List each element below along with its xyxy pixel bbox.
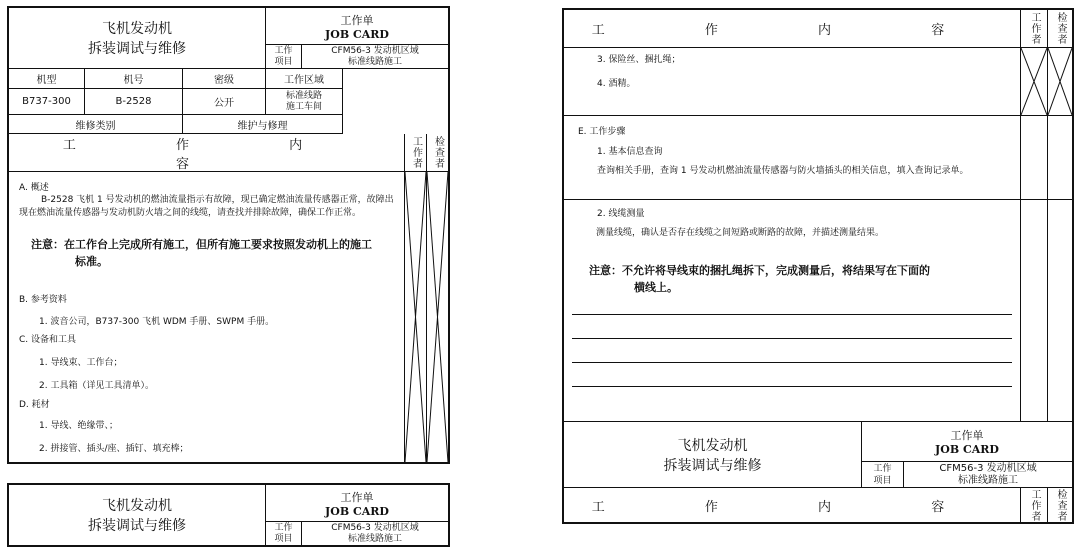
right-work-item-label-line1: 工作 bbox=[873, 463, 892, 474]
right-inspector-sig-3 bbox=[1048, 200, 1072, 422]
left-job-card-2-header bbox=[7, 483, 450, 547]
right-item3: 3. 保险丝、捆扎绳； bbox=[597, 55, 681, 65]
job-card-en: JOB CARD bbox=[325, 27, 389, 41]
right-worker-sig-3 bbox=[1021, 200, 1048, 422]
header2-job-card-en: JOB CARD bbox=[325, 504, 389, 518]
header2-title-line1: 飞机发动机 bbox=[102, 498, 172, 514]
right-job-card-label bbox=[862, 422, 1072, 462]
answer-line-1 bbox=[572, 314, 1012, 315]
right-work-item-value bbox=[904, 462, 1072, 488]
header2-title-block bbox=[9, 485, 266, 545]
content-body bbox=[9, 172, 405, 462]
header2-title-line2: 拆装调试与维修 bbox=[88, 518, 186, 534]
right-note-line2: 横线上。 bbox=[634, 281, 678, 294]
right-work-item-label-line2: 项目 bbox=[873, 475, 892, 486]
header2-work-item-label-line2: 项目 bbox=[274, 533, 293, 544]
right-item4: 4. 酒精。 bbox=[597, 79, 636, 89]
worker-signature-column bbox=[405, 172, 427, 462]
left-note-line1: 注意：在工作台上完成所有施工，但所有施工要求按照发动机上的施工 bbox=[31, 238, 372, 251]
header2-work-item-label bbox=[266, 522, 302, 545]
work-item-label-line1: 工作 bbox=[274, 45, 293, 56]
right-worker-column-header-2: 工作者 bbox=[1021, 488, 1048, 522]
right-section-step2 bbox=[564, 200, 1021, 422]
work-area-line1: 标准线路 bbox=[285, 90, 322, 101]
header-aircraft-type: 机型 bbox=[9, 69, 85, 89]
step2-text: 测量线缆，确认是否存在线缆之间短路或断路的故障，并描述测量结果。 bbox=[596, 228, 885, 238]
header-work-area: 工作区域 bbox=[266, 69, 343, 89]
content-header-title: 工 作 内 容 bbox=[9, 134, 405, 172]
inspector-cross-mark bbox=[427, 172, 448, 462]
job-card-cn: 工作单 bbox=[340, 13, 374, 27]
consumables-item2: 2. 拼接管、插头/座、插钉、填充棒； bbox=[39, 444, 189, 454]
right-header-title-line2: 拆装调试与维修 bbox=[663, 457, 762, 474]
consumables-heading: D. 耗材 bbox=[19, 400, 50, 410]
work-item-label bbox=[266, 45, 302, 69]
right-content-header-title-2: 工 作 内 容 bbox=[564, 488, 1021, 522]
overview-text: B-2528 飞机 1 号发动机的燃油流量指示有故障，现已确定燃油流量传感器正常，故障出现在燃油流量传感器与发动机防火墙之间的线缆，请查找并排除故障，确保工作正常。 bbox=[19, 195, 394, 218]
answer-line-2 bbox=[572, 338, 1012, 339]
right-inspector-column-header: 检查者 bbox=[1048, 10, 1072, 48]
steps-heading: E. 工作步骤 bbox=[578, 127, 626, 137]
right-work-item-value-line1: CFM56-3 发动机区域 bbox=[939, 462, 1037, 474]
worker-column-header: 工作者 bbox=[405, 134, 427, 172]
header2-job-card-cn: 工作单 bbox=[340, 490, 374, 504]
step1-title: 1. 基本信息查询 bbox=[597, 147, 663, 157]
equip-item1: 1. 导线束、工作台； bbox=[39, 358, 123, 368]
answer-line-3 bbox=[572, 362, 1012, 363]
equip-heading: C. 设备和工具 bbox=[19, 335, 77, 345]
right-job-card-en: JOB CARD bbox=[935, 443, 999, 456]
worker-cross-mark bbox=[405, 172, 426, 462]
value-classification: 公开 bbox=[183, 89, 266, 115]
right-worker-column-header: 工作者 bbox=[1021, 10, 1048, 48]
right-section-step1 bbox=[564, 116, 1021, 200]
right-inspector-cross-1 bbox=[1048, 48, 1072, 115]
step1-text: 查询相关手册，查询 1 号发动机燃油流量传感器与防火墙插头的相关信息，填入查询记录单。 bbox=[597, 166, 969, 176]
header2-work-item-value-line2: 标准线路施工 bbox=[347, 533, 402, 544]
header-classification: 密级 bbox=[183, 69, 266, 89]
right-inspector-sig-1 bbox=[1048, 48, 1072, 116]
job-card-label bbox=[266, 8, 448, 45]
header-aircraft-number: 机号 bbox=[85, 69, 183, 89]
work-item-value-line2: 标准线路施工 bbox=[347, 56, 402, 67]
right-worker-cross-1 bbox=[1021, 48, 1047, 115]
header2-work-item-label-line1: 工作 bbox=[274, 522, 293, 533]
right-work-item-label bbox=[862, 462, 904, 488]
work-item-value bbox=[302, 45, 448, 69]
maintenance-type-value: 维护与修理 bbox=[183, 115, 343, 134]
right-job-card bbox=[562, 8, 1074, 524]
header-title-block bbox=[9, 8, 266, 69]
right-worker-sig-2 bbox=[1021, 116, 1048, 200]
right-content-header-title: 工 作 内 容 bbox=[564, 10, 1021, 48]
value-aircraft-type: B737-300 bbox=[9, 89, 85, 115]
right-inspector-column-header-2: 检查者 bbox=[1055, 488, 1066, 522]
work-item-value-line1: CFM56-3 发动机区域 bbox=[331, 45, 419, 56]
header-title-line2: 拆装调试与维修 bbox=[88, 41, 186, 57]
inspector-signature-column bbox=[427, 172, 448, 462]
right-header-title-line1: 飞机发动机 bbox=[677, 437, 748, 454]
left-job-card bbox=[7, 6, 450, 464]
header2-job-card-label bbox=[266, 485, 448, 522]
header2-work-item-value-line1: CFM56-3 发动机区域 bbox=[331, 522, 419, 533]
right-work-item-value-line2: 标准线路施工 bbox=[958, 474, 1018, 486]
inspector-column-header: 检查者 bbox=[427, 134, 448, 172]
right-job-card-cn: 工作单 bbox=[950, 429, 984, 442]
work-item-label-line2: 项目 bbox=[274, 56, 293, 67]
consumables-item1: 1. 导线、绝缘带、； bbox=[39, 421, 118, 431]
right-worker-sig-1 bbox=[1021, 48, 1048, 116]
right-header-title-block bbox=[564, 422, 862, 488]
right-section-consumables bbox=[564, 48, 1021, 116]
value-aircraft-number: B-2528 bbox=[85, 89, 183, 115]
value-work-area bbox=[266, 89, 343, 115]
header2-work-item-value bbox=[302, 522, 448, 545]
answer-line-4 bbox=[572, 386, 1012, 387]
work-area-line2: 施工车间 bbox=[285, 101, 322, 112]
right-inspector-sig-2 bbox=[1048, 116, 1072, 200]
refs-item1: 1. 波音公司，B737-300 飞机 WDM 手册、SWPM 手册。 bbox=[39, 317, 275, 327]
maintenance-type-label: 维修类别 bbox=[9, 115, 183, 134]
step2-title: 2. 线缆测量 bbox=[597, 209, 645, 219]
refs-heading: B. 参考资料 bbox=[19, 295, 67, 305]
equip-item2: 2. 工具箱（详见工具清单）。 bbox=[39, 381, 154, 391]
header-title-line1: 飞机发动机 bbox=[102, 21, 172, 37]
right-note-line1: 注意：不允许将导线束的捆扎绳拆下，完成测量后，将结果写在下面的 bbox=[589, 264, 930, 277]
overview-heading: A. 概述 bbox=[19, 183, 49, 193]
left-note-line2: 标准。 bbox=[75, 255, 108, 268]
